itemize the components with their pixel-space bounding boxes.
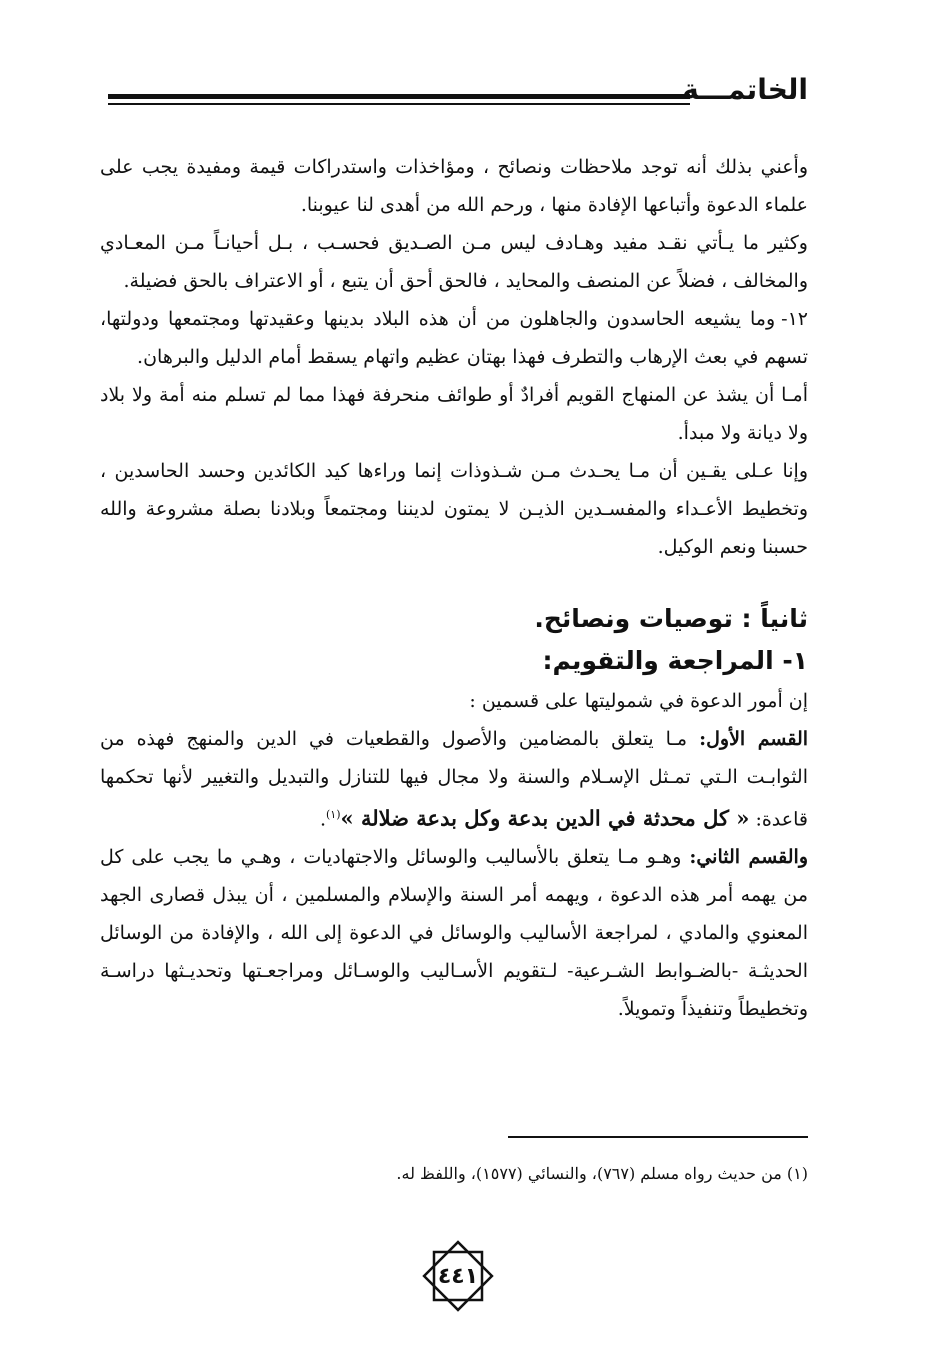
section-1-label: القسم الأول: (699, 728, 809, 750)
list-item-12 (100, 300, 808, 376)
section-2 (100, 838, 808, 1028)
subsection-heading: ١- المراجعة والتقويم: (542, 646, 808, 675)
paragraph: إن أمور الدعوة في شموليتها على قسمين : (469, 690, 808, 712)
footnote: (١) من حديث رواه مسلم (٧٦٧)، والنسائي (١٥٧٧)، واللفظ له. (396, 1164, 808, 1183)
paragraph: وأعني بذلك أنه توجد ملاحظات ونصائح ، ومؤاخذات واستدراكات قيمة ومفيدة يجب على علماء الدعوة وأتباعها الإفادة منها ، ورحم الله من أهدى لنا عيوبنا. (100, 156, 808, 216)
header-title: الخاتمـــة (682, 73, 808, 106)
paragraph: أمـا أن يشذ عن المنهاج القويم أفرادٌ أو طوائف منحرفة فهذا مما لم تسلم منه أمة ولا بلاد ولا ديانة ولا مبدأ. (100, 384, 808, 444)
page-number-badge (420, 1238, 496, 1314)
item-number: ١٢- (781, 308, 808, 330)
paragraph: وكثير ما يـأتي نقـد مفيد وهـادف ليس مـن الصـديق فحسـب ، بـل أحيانـاً مـن المعـادي والمخالف ، فضلاً عن المنصف والمحايد ، فالحق أحق أن يتبع ، أو الاعتراف بالحق فضيلة. (100, 232, 808, 292)
section-1: القسم الأول: مـا يتعلق بالمضامين والأصول والقطعيات في الدين والمنهج فهذه من الثوابـت الـتي تمـثل الإسـلام والسنة ولا مجال فيها للتنازل والتبديل والتغيير لأنها تحكمها قاعدة: « كل محدثة في الدين بدعة وكل بدعة ضلالة »$^{(١)}$. (100, 728, 809, 831)
section-heading: ثانياً : توصيات ونصائح. (534, 604, 808, 633)
section-1-text: مـا يتعلق بالمضامين والأصول والقطعيات في الدين والمنهج فهذه من الثوابـت الـتي تمـثل الإسـلام والسنة ولا مجال فيها للتنازل والتبديل والتغيير لأنها تحكمها قاعدة: (100, 728, 808, 831)
section-2-text: وهـو مـا يتعلق بالأساليب والوسائل والاجتهاديات ، وهـي ما يجب على كل من يهمه أمر هذه الدعوة ، ويهمه أمر السنة والإسلام والمسلمين ، أن يبذل قصارى الجهد المعنوي والمادي ، لمراجعة الأساليب والوسائل في الدعوة إلى الله ، والإفادة من الوسائل الحديثـة -بالضـوابط الشـرعية- لـتقويم الأسـاليب والوسـائل ومراجعـتها وتحديـثها دراسـة وتخطيطاً وتنفيذاً وتمويلاً. (100, 846, 808, 1021)
footnote-ref[interactable]: (١) (326, 808, 341, 821)
running-header (108, 72, 808, 112)
header-rule-thick (108, 94, 690, 99)
paragraph: وإنا عـلى يقـين أن مـا يحـدث مـن شـذوذات إنما وراءها كيد الكائدين وحسد الحاسدين ، وتخطيط الأعـداء والمفسـدين الذيـن لا يمتون لديننا ومجتمعاً وبلادنا بصلة مشروعة والله حسبنا ونعم الوكيل. (100, 460, 808, 558)
item-text: وما يشيعه الحاسدون والجاهلون من أن هذه البلاد بدينها وعقيدتها ومجتمعها ودولتها، تسهم في بعث الإرهاب والتطرف فهذا بهتان عظيم واتهام يسقط أمام الدليل والبرهان. (100, 308, 808, 368)
hadith-quote: « كل محدثة في الدين بدعة وكل بدعة ضلالة » (340, 805, 750, 831)
page-number: ٤٤١ (437, 1263, 479, 1289)
footnote-separator (508, 1136, 808, 1138)
header-rule-thin (108, 103, 690, 105)
section-2-label: والقسم الثاني: (689, 846, 809, 869)
main-content (100, 148, 808, 1028)
